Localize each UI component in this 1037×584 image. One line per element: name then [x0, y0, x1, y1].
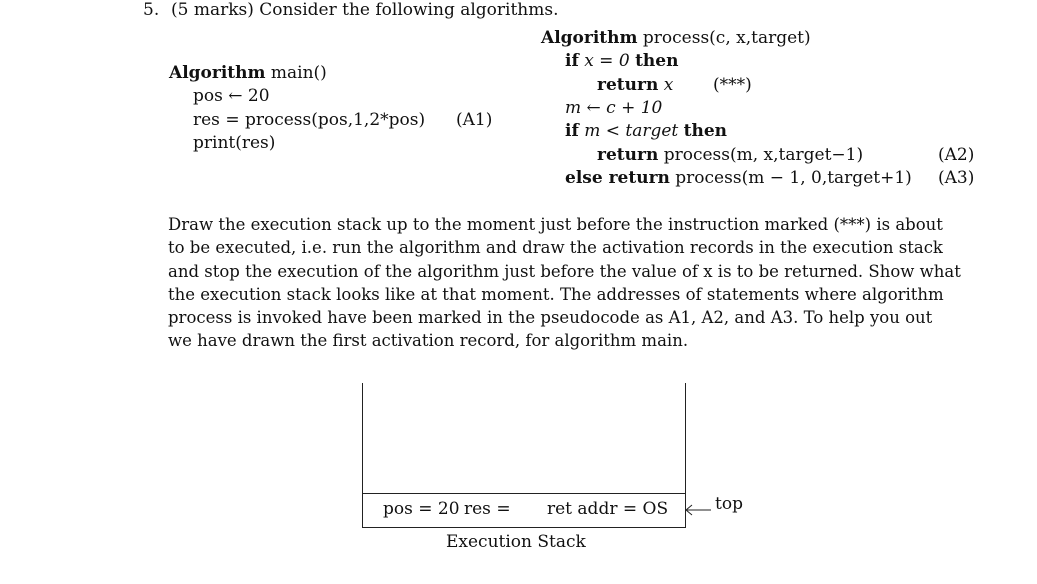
main-line-1: pos ← 20 [193, 86, 270, 106]
instruction-line: to be executed, i.e. run the algorithm and draw the activation records in the execution stack [168, 238, 943, 258]
then-keyword: then [683, 121, 728, 141]
main-line-2: res = process(pos,1,2*pos) [193, 110, 426, 130]
marker-a3: (A3) [938, 168, 975, 188]
execution-stack [362, 383, 686, 528]
recursive-call: process(m, x,target−1) [663, 145, 864, 165]
process-line-5 [597, 145, 863, 165]
top-label: top [715, 494, 743, 514]
top-arrow-icon [684, 503, 712, 517]
if-keyword: if [565, 121, 579, 141]
if-keyword: if [565, 51, 579, 71]
instruction-line: process is invoked have been marked in the pseudocode as A1, A2, and A3. To help you out [168, 308, 933, 328]
activation-record-main [363, 493, 685, 527]
instruction-line: and stop the execution of the algorithm just before the value of x is to be returned. Show what [168, 261, 961, 281]
main-signature: main() [270, 63, 327, 83]
return-value: x [663, 75, 674, 95]
process-line-6 [565, 168, 912, 188]
main-marker-a1: (A1) [456, 110, 493, 130]
process-signature-line [541, 28, 811, 48]
instruction-line: we have drawn the first activation record, for algorithm main. [168, 331, 689, 351]
recursive-call: process(m − 1, 0,target+1) [675, 168, 912, 188]
return-keyword: return [597, 145, 659, 165]
process-signature: process(c, x,target) [642, 28, 811, 48]
marker-stars: (***) [713, 75, 752, 95]
else-return-keyword: else return [565, 168, 670, 188]
instruction-line: Draw the execution stack up to the moment just before the instruction marked (***) is about [168, 215, 943, 234]
question-number: 5. [143, 0, 160, 20]
process-line-1 [565, 51, 678, 71]
instructions-paragraph [168, 213, 961, 353]
record-res: res = [464, 499, 511, 519]
process-keyword: Algorithm [541, 28, 638, 48]
process-line-4 [565, 121, 727, 141]
condition: x = 0 [584, 51, 630, 71]
stack-caption: Execution Stack [446, 532, 586, 552]
record-pos: pos = 20 [383, 499, 460, 519]
main-keyword: Algorithm [169, 63, 266, 83]
main-line-3: print(res) [193, 133, 276, 153]
then-keyword: then [635, 51, 679, 71]
record-ret-addr: ret addr = OS [547, 499, 669, 519]
process-line-3: m ← c + 10 [565, 98, 663, 118]
process-line-2 [597, 75, 673, 95]
instruction-line: the execution stack looks like at that moment. The addresses of statements where algorithm [168, 284, 944, 304]
question-header: (5 marks) Consider the following algorithms. [171, 0, 559, 20]
return-keyword: return [597, 75, 659, 95]
marker-a2: (A2) [938, 145, 975, 165]
main-signature-line [169, 63, 327, 83]
condition: m < target [584, 121, 679, 141]
